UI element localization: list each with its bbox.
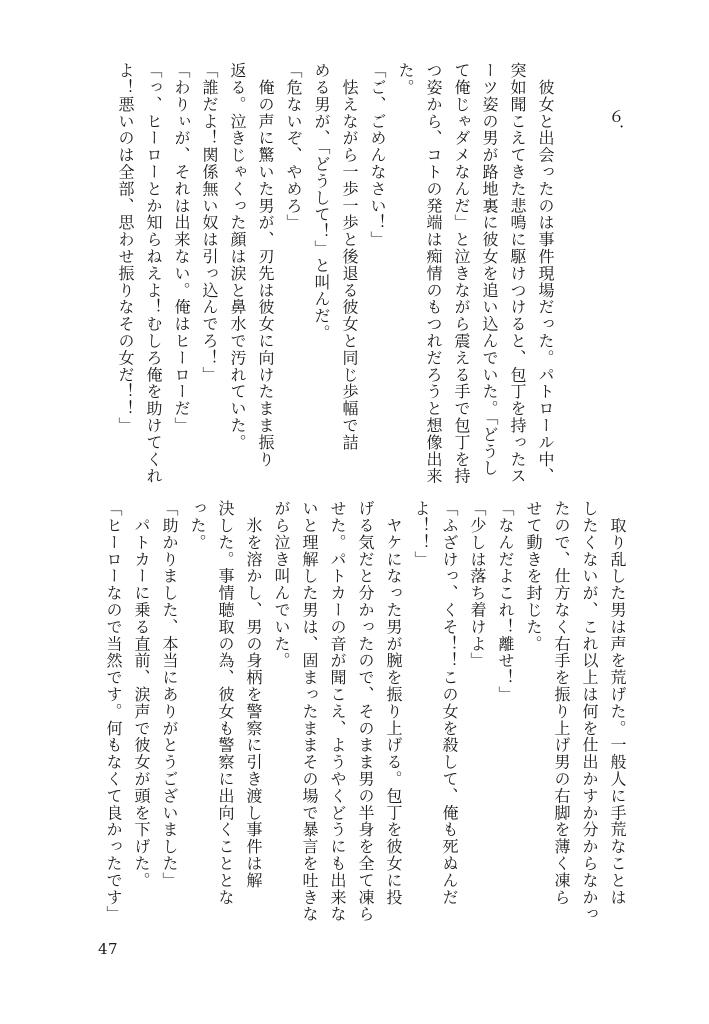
text-line: 突如聞こえてきた悲鳴に駆けつけると、包丁を持ったス (508, 62, 527, 485)
text-line: て俺じゃダメなんだ」と泣きながら震える手で包丁を持 (452, 62, 471, 485)
text-line: 「助かりました、本当にありがとうございました」 (160, 500, 179, 889)
text-line: 「ふざけっ、くそ！！この女を殺して、俺も死ぬんだ (440, 500, 459, 906)
text-line: ーツ姿の男が路地裏に彼女を追い込んでいた。「どうし (480, 62, 499, 477)
text-line: 「少しは落ち着けよ」 (468, 500, 487, 669)
text-line: たので、仕方なく右手を振り上げ男の右脚を薄く凍ら (552, 500, 571, 906)
chapter-number: ６． (606, 108, 625, 140)
text-line: 取り乱した男は声を荒げた。一般人に手荒なことは (608, 500, 627, 906)
upper-text-block (111, 62, 559, 485)
text-line: 「わりぃが、それは出来ない。俺はヒーローだ」 (172, 62, 191, 434)
text-line: せて動きを封じた。 (524, 500, 543, 653)
text-line: よ！悪いのは全部、思わせ振りなその女だ！！」 (116, 62, 135, 434)
text-line: したくないが、これ以上は何を仕出かすか分からなかっ (580, 500, 599, 923)
text-line: 返る。泣きじゃくった顔は涙と鼻水で汚れていた。 (228, 62, 247, 451)
text-line: める男が、「どうして！」と叫んだ。 (312, 62, 331, 342)
text-line: がら泣き叫んでいた。 (272, 500, 291, 669)
text-line: 「ご、ごめんなさい！」 (368, 62, 387, 248)
text-line: た。 (396, 62, 415, 96)
text-line: 彼女と出会ったのは事件現場だった。パトロール中、 (536, 62, 555, 485)
text-line: つ姿から、コトの発端は痴情のもつれだろうと想像出来 (424, 62, 443, 485)
text-line: せた。パトカーの音が聞こえ、ようやくどうにも出来な (328, 500, 347, 923)
text-line: 「っ、ヒーローとか知らねえよ！むしろ俺を助けてくれ (144, 62, 163, 485)
text-line: パトカーに乗る直前、涙声で彼女が頭を下げた。 (132, 500, 151, 889)
text-line: げる気だと分かったので、そのまま男の半身を全て凍ら (356, 500, 375, 923)
text-line: 怯えながら一歩一歩と後退る彼女と同じ歩幅で詰 (340, 62, 359, 451)
text-line: いと理解した男は、固まったままその場で暴言を吐きな (300, 500, 319, 923)
page-number: 47 (98, 940, 119, 958)
text-line: 「誰だよ！関係無い奴は引っ込んでろ！」 (200, 62, 219, 384)
text-line: 氷を溶かし、男の身柄を警察に引き渡し事件は解 (244, 500, 263, 889)
text-line: った。 (188, 500, 207, 551)
text-line: ヤケになった男が腕を振り上げる。包丁を彼女に投 (384, 500, 403, 906)
text-line: 決した。事情聴取の為、彼女も警察に出向くこととな (216, 500, 235, 906)
text-line: 「ヒーローなので当然です。何もなくて良かったです」 (104, 500, 123, 923)
text-line: 俺の声に驚いた男が、刃先は彼女に向けたまま振り (256, 62, 275, 468)
text-line: 「危ないぞ、やめろ」 (284, 62, 303, 231)
text-line: よ！！」 (412, 500, 431, 568)
text-line: 「なんだよこれ！離せ！」 (496, 500, 515, 703)
lower-text-block (99, 500, 631, 923)
